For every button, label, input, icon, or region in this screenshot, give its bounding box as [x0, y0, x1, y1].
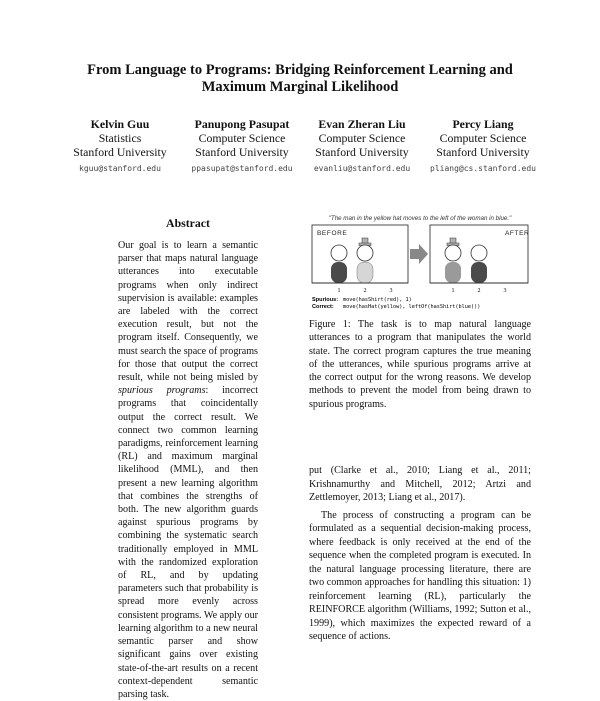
author-dept: Statistics: [98, 131, 142, 145]
person-hat-icon: [357, 238, 373, 283]
spurious-label: Spurious:: [312, 297, 339, 303]
person-hat-icon: [445, 238, 461, 283]
abstract-text-pre: Our goal is to learn a semantic parser that maps natural language utterances into executable programs when only indirect supervision is available: examples are labeled with the correct execution result, but not the program itself. Consequently, we must search the space of programs for those that output the correct result, while not being misled by: [118, 240, 258, 384]
position-3: 3: [503, 288, 507, 294]
caption-text: Figure 1: The task is to map natural language utterances to a program that manipulates the world state. The correct program captures the true meaning of the utterances, while spurious programs arrive at the correct output for the wrong reasons. We develop methods to prevent the model from being drawn to spurious programs.: [309, 319, 531, 410]
correct-program: move(hasHat(yellow), leftOf(hasShirt(blue))): [343, 304, 481, 310]
author-1: [50, 117, 190, 176]
author-4: [413, 117, 553, 176]
author-dept: Computer Science: [439, 131, 527, 145]
abstract-emphasis: spurious programs: [118, 385, 206, 397]
author-univ: Stanford University: [315, 145, 409, 159]
title-line-2: Maximum Marginal Likelihood: [201, 79, 399, 95]
position-1: 1: [451, 288, 455, 294]
person-dark-icon: [471, 245, 487, 283]
figure-caption: [309, 318, 531, 411]
paper-title: [0, 62, 600, 96]
author-dept: Computer Science: [318, 131, 406, 145]
author-email: pliang@cs.stanford.edu: [430, 164, 536, 173]
author-univ: Stanford University: [436, 145, 530, 159]
title-line-1: From Language to Programs: Bridging Reinforcement Learning and: [87, 62, 513, 78]
author-univ: Stanford University: [73, 145, 167, 159]
abstract-text-post: : incorrect programs that coincidentally output the correct result. We connect two common learning paradigms, reinforcement learning (RL) and maximum marginal likelihood (MML), and then present a new learning algorithm that combines the strengths of both. The new algorithm guards against spurious programs by combining the systematic search traditionally employed in MML with the randomized exploration of RL, and by updating parameters such that probability is spread more evenly across consistent programs. We apply our learning algorithm to a new neural semantic parser and show significant gains over existing state-of-the-art results on a recent context-dependent semantic parsing task.: [118, 385, 259, 700]
position-1: 1: [337, 288, 341, 294]
abstract-body: [118, 239, 259, 700]
abstract-paragraph: [118, 239, 258, 701]
author-name: Kelvin Guu: [90, 117, 150, 131]
author-name: Panupong Pasupat: [194, 117, 290, 131]
after-label: AFTER: [505, 230, 530, 237]
author-email: evanliu@stanford.edu: [313, 164, 411, 173]
abstract-heading: Abstract: [166, 216, 210, 230]
figure-quote: "The man in the yellow hat moves to the left of the woman in blue.": [328, 215, 512, 222]
author-name: Percy Liang: [452, 117, 514, 131]
author-univ: Stanford University: [195, 145, 289, 159]
position-2: 2: [477, 288, 481, 294]
position-3: 3: [389, 288, 393, 294]
figure-1: [309, 214, 531, 310]
arrow-icon: [410, 244, 428, 264]
author-dept: Computer Science: [198, 131, 286, 145]
author-email: ppasupat@stanford.edu: [191, 164, 293, 173]
author-name: Evan Zheran Liu: [318, 117, 406, 131]
author-3: [292, 117, 432, 176]
correct-label: Correct:: [312, 304, 334, 310]
spurious-program: move(hasShirt(red), 1): [343, 297, 412, 303]
person-dark-icon: [331, 245, 347, 283]
body-paragraph-1: put (Clarke et al., 2010; Liang et al., 2011; Krishnamurthy and Mitchell, 2012; Artzi and Zettlemoyer, 2013; Liang et al., 2017).: [309, 465, 531, 503]
before-label: BEFORE: [317, 230, 348, 237]
body-paragraph-2: The process of constructing a program can be formulated as a sequential decision-making process, where feedback is only received at the end of the sequence when the completed program is executed. In the natural language processing literature, there are two common approaches for handling this situation: 1) reinforcement learning (RL), particularly the REINFORCE algorithm (Williams, 1992; Sutton et al., 1999), which maximizes the expected reward of a sequence of actions.: [309, 509, 531, 642]
author-email: kguu@stanford.edu: [79, 164, 161, 173]
body-text: [309, 464, 531, 642]
position-2: 2: [363, 288, 367, 294]
author-2: [172, 117, 312, 176]
